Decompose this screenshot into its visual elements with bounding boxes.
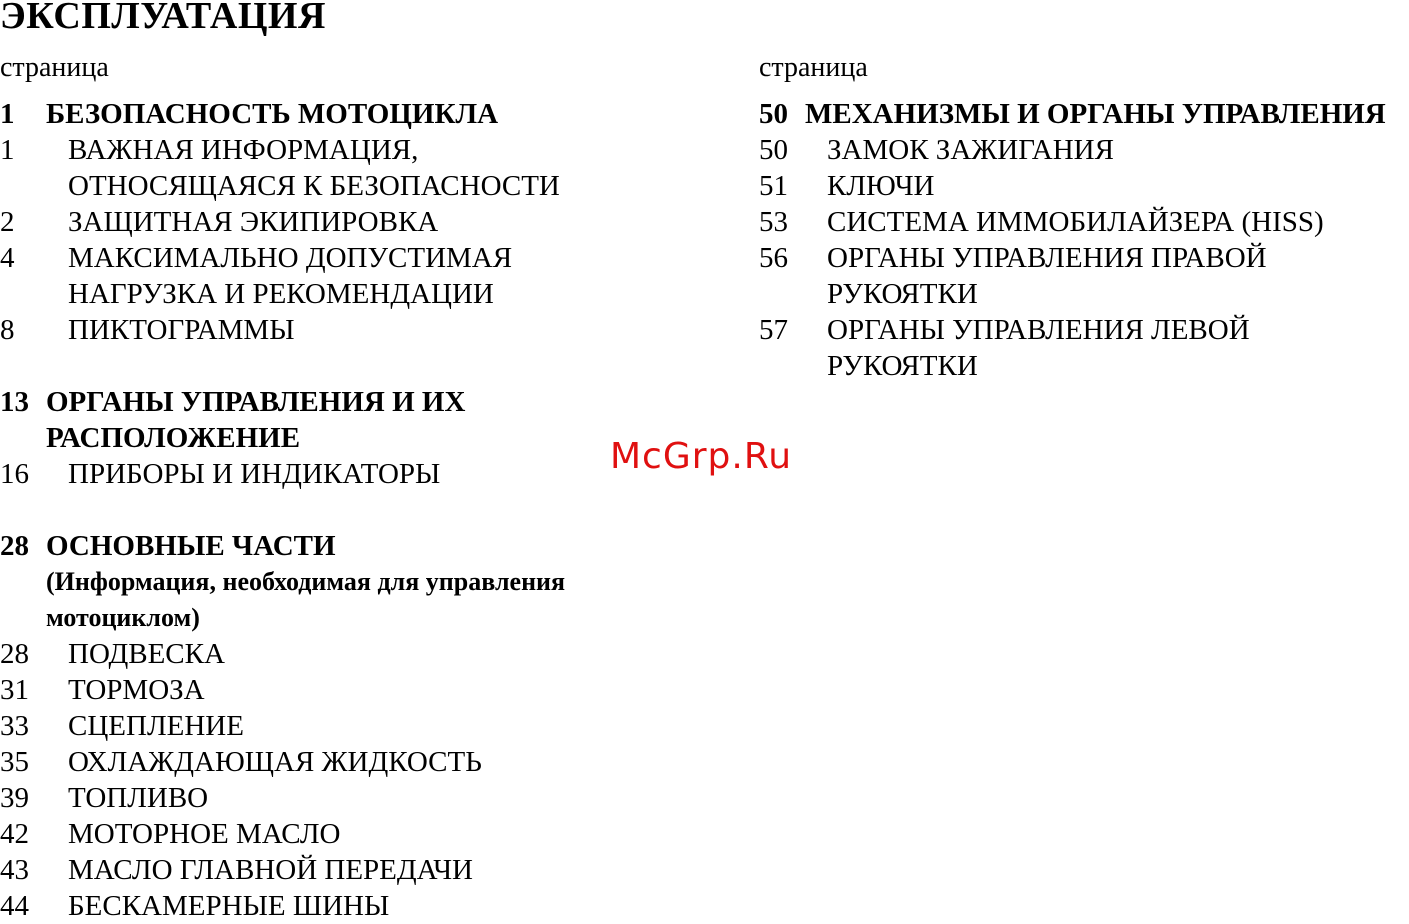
page-title: ЭКСПЛУАТАЦИЯ [0,0,326,37]
toc-item[interactable] [0,816,700,852]
toc-page-number: 35 [0,746,29,778]
watermark-text: McGrp.Ru [610,436,793,477]
toc-item-line: ПОДВЕСКА [68,638,225,670]
toc-item-line: НАГРУЗКА И РЕКОМЕНДАЦИИ [68,278,494,310]
toc-page-number: 2 [0,206,15,238]
toc-page-number: 39 [0,782,29,814]
toc-item-line: МОТОРНОЕ МАСЛО [68,818,341,850]
toc-item-line: КЛЮЧИ [827,170,935,202]
toc-item-line: БЕСКАМЕРНЫЕ ШИНЫ [68,890,390,922]
toc-page-number: 53 [759,206,788,238]
toc-item[interactable] [0,672,700,708]
toc-item-line: ПИКТОГРАММЫ [68,314,295,346]
toc-item[interactable] [0,132,700,204]
toc-item-line: ОРГАНЫ УПРАВЛЕНИЯ ПРАВОЙ [827,242,1267,274]
toc-section-title: ОСНОВНЫЕ ЧАСТИ [46,530,336,562]
toc-page-number: 57 [759,314,788,346]
toc-page-number: 8 [0,314,15,346]
toc-item-line: ЗАМОК ЗАЖИГАНИЯ [827,134,1114,166]
toc-page-number: 31 [0,674,29,706]
toc-page-number: 44 [0,890,29,922]
toc-item-line: ЗАЩИТНАЯ ЭКИПИРОВКА [68,206,439,238]
toc-page-number: 56 [759,242,788,274]
toc-item-line: ТОРМОЗА [68,674,205,706]
toc-item-line: СИСТЕМА ИММОБИЛАЙЗЕРА (HISS) [827,206,1324,238]
toc-item[interactable] [0,888,700,924]
toc-page-number: 28 [0,638,29,670]
toc-section-heading[interactable] [0,528,700,636]
toc-item[interactable] [0,312,700,348]
toc-item-line: МАКСИМАЛЬНО ДОПУСТИМАЯ [68,242,513,274]
toc-section-title: ОРГАНЫ УПРАВЛЕНИЯ И ИХ [46,386,466,418]
toc-page-number: 28 [0,530,29,562]
toc-item[interactable] [759,240,1409,312]
toc-item-line: ОРГАНЫ УПРАВЛЕНИЯ ЛЕВОЙ [827,314,1250,346]
toc-section-subtitle: мотоциклом) [46,603,200,632]
toc-section-heading[interactable] [759,96,1409,132]
toc-item-line: СЦЕПЛЕНИЕ [68,710,244,742]
toc-item-line: ПРИБОРЫ И ИНДИКАТОРЫ [68,458,441,490]
toc-item[interactable] [0,780,700,816]
toc-section-title: РАСПОЛОЖЕНИЕ [46,422,301,454]
toc-left-column [0,96,700,924]
section-spacer [0,348,700,384]
toc-item[interactable] [0,204,700,240]
toc-item[interactable] [0,744,700,780]
toc-page-number: 51 [759,170,788,202]
toc-item-line: ВАЖНАЯ ИНФОРМАЦИЯ, [68,134,419,166]
column-label-right: страница [759,52,868,83]
toc-section-heading[interactable] [0,96,700,132]
toc-page-number: 42 [0,818,29,850]
toc-section-subtitle: (Информация, необходимая для управления [46,567,566,596]
toc-page-number: 16 [0,458,29,490]
toc-page-number: 13 [0,386,29,418]
toc-item[interactable] [759,168,1409,204]
toc-item[interactable] [0,240,700,312]
toc-section-title: МЕХАНИЗМЫ И ОРГАНЫ УПРАВЛЕНИЯ [805,98,1386,130]
toc-item[interactable] [759,204,1409,240]
toc-item-line: ТОПЛИВО [68,782,209,814]
toc-item-line: РУКОЯТКИ [827,278,978,310]
toc-page-number: 1 [0,134,15,166]
toc-page-number: 33 [0,710,29,742]
toc-item[interactable] [0,636,700,672]
toc-right-column [759,96,1409,384]
toc-item-line: ОТНОСЯЩАЯСЯ К БЕЗОПАСНОСТИ [68,170,560,202]
toc-item[interactable] [0,456,700,492]
toc-item[interactable] [759,312,1409,384]
toc-section-title: БЕЗОПАСНОСТЬ МОТОЦИКЛА [46,98,499,130]
toc-item-line: МАСЛО ГЛАВНОЙ ПЕРЕДАЧИ [68,854,473,886]
column-label-left: страница [0,52,109,83]
toc-page-number: 50 [759,98,788,130]
toc-page-number: 4 [0,242,15,274]
toc-item-line: РУКОЯТКИ [827,350,978,382]
toc-item[interactable] [0,708,700,744]
toc-page-number: 50 [759,134,788,166]
toc-item-line: ОХЛАЖДАЮЩАЯ ЖИДКОСТЬ [68,746,482,778]
toc-page-number: 1 [0,98,15,130]
toc-item[interactable] [759,132,1409,168]
section-spacer [0,492,700,528]
toc-section-heading[interactable] [0,384,700,456]
toc-item[interactable] [0,852,700,888]
toc-page-number: 43 [0,854,29,886]
